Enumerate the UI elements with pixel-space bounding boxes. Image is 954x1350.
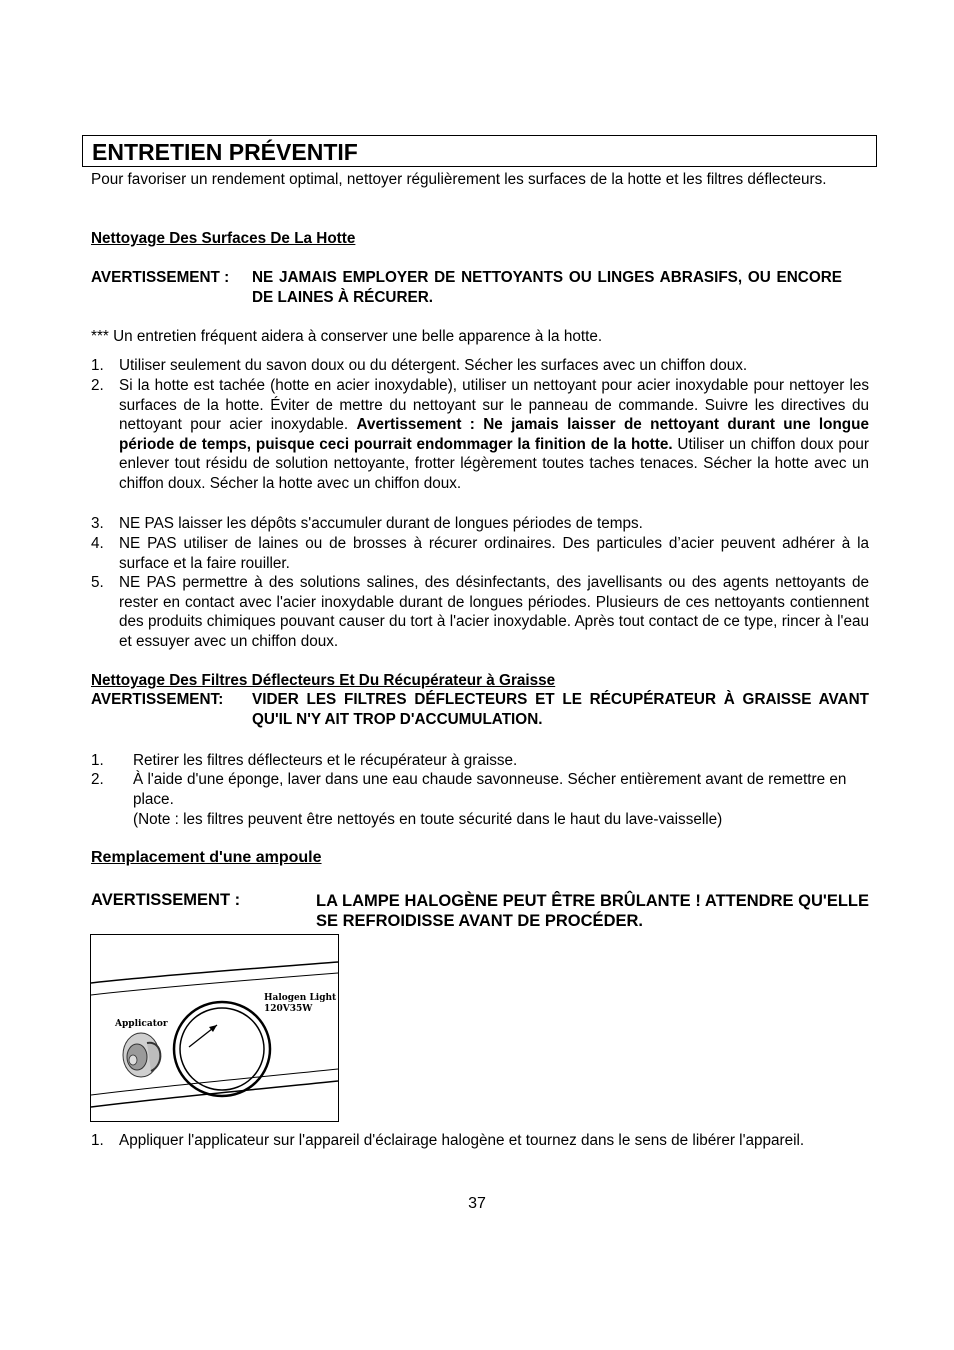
list-item-note: (Note : les filtres peuvent être nettoyés en toute sécurité dans le haut du lave-vaisselle) [133,811,723,828]
section-heading-surfaces: Nettoyage Des Surfaces De La Hotte [91,230,356,247]
list-item: NE PAS utiliser de laines ou de brosses à récurer ordinaires. Des particules d’acier peuvent adhérer à la surface et la faire rouiller. [119,535,869,572]
list-item: Utiliser seulement du savon doux ou du détergent. Sécher les surfaces avec un chiffon doux. [119,357,748,374]
warning-label: AVERTISSEMENT: [91,691,224,708]
list-item: NE PAS laisser les dépôts s'accumuler durant de longues périodes de temps. [119,515,643,532]
applicator-label: Applicator [115,1019,168,1029]
inline-warning: Avertissement : Ne jamais laisser de nettoyant durant une longue période de temps, puisque ceci pourrait endommager la finition de la hotte. [119,416,869,453]
list-item: À l'aide d'une éponge, laver dans une eau chaude savonneuse. Sécher entièrement avant de remettre en place. [133,771,847,808]
list-item-text: Si la hotte est tachée (hotte en acier inoxydable), utiliser un nettoyant pour acier inoxydable pour nettoyer les surfaces de la hotte. Éviter de mettre du nettoyant sur le panneau de commande. Suivre les directives du nettoyant pour acier inoxydable. [119,377,869,434]
list-item-text: Utiliser un chiffon doux pour enlever tout résidu de solution nettoyante, frotter légèrement toutes taches tenaces. Sécher la hotte avec un chiffon doux. Sécher la hotte avec un chiffon doux. [119,435,869,492]
list-item: Appliquer l'applicateur sur l'appareil d'éclairage halogène et tournez dans le sens de libérer l'appareil. [119,1132,805,1149]
page-number: 37 [468,1195,486,1212]
section-heading-filters: Nettoyage Des Filtres Déflecteurs Et Du Récupérateur à Graisse [91,672,556,689]
halogen-spec-label: 120V35W [264,1004,313,1014]
halogen-light-label: Halogen Light [264,993,337,1003]
list-number: 2. [91,377,104,394]
list-item [119,376,869,494]
warning-text: VIDER LES FILTRES DÉFLECTEURS ET LE RÉCUPÉRATEUR À GRAISSE AVANT QU'IL N'Y AIT TROP D'ACCUMULATION. [252,691,869,728]
list-number: 5. [91,574,104,591]
halogen-light-figure [90,934,339,1122]
list-number: 1. [91,1132,104,1149]
warning-text: NE JAMAIS EMPLOYER DE NETTOYANTS OU LINGES ABRASIFS, OU ENCORE DE LAINES À RÉCURER. [252,269,842,306]
title-box [82,135,877,167]
list-item: Retirer les filtres déflecteurs et le récupérateur à graisse. [133,752,518,769]
warning-text: LA LAMPE HALOGÈNE PEUT ÊTRE BRÛLANTE ! ATTENDRE QU'ELLE SE REFROIDISSE AVANT DE PROCÉDER. [316,892,869,930]
list-number: 3. [91,515,104,532]
note-text: *** Un entretien fréquent aidera à conserver une belle apparence à la hotte. [91,328,603,345]
list-number: 1. [91,357,104,374]
page-title: ENTRETIEN PRÉVENTIF [92,139,358,165]
list-item: NE PAS permettre à des solutions salines, des désinfectants, des javellisants ou des agents nettoyants de rester en contact avec l'acier inoxydable durant de longues périodes. Plusieurs de ces nettoyants contiennent des produits chimiques pouvant causer du tort à l'acier inoxydable. Après tout contact de ce type, rincer à l'eau et essuyer avec un chiffon doux. [119,574,869,650]
section-heading-bulb: Remplacement d'une ampoule [91,849,322,866]
warning-label: AVERTISSEMENT : [91,891,241,909]
intro-paragraph: Pour favoriser un rendement optimal, nettoyer régulièrement les surfaces de la hotte et les filtres déflecteurs. [91,171,827,188]
warning-label: AVERTISSEMENT : [91,269,230,286]
list-number: 2. [91,771,104,788]
list-number: 4. [91,535,104,552]
list-number: 1. [91,752,104,769]
